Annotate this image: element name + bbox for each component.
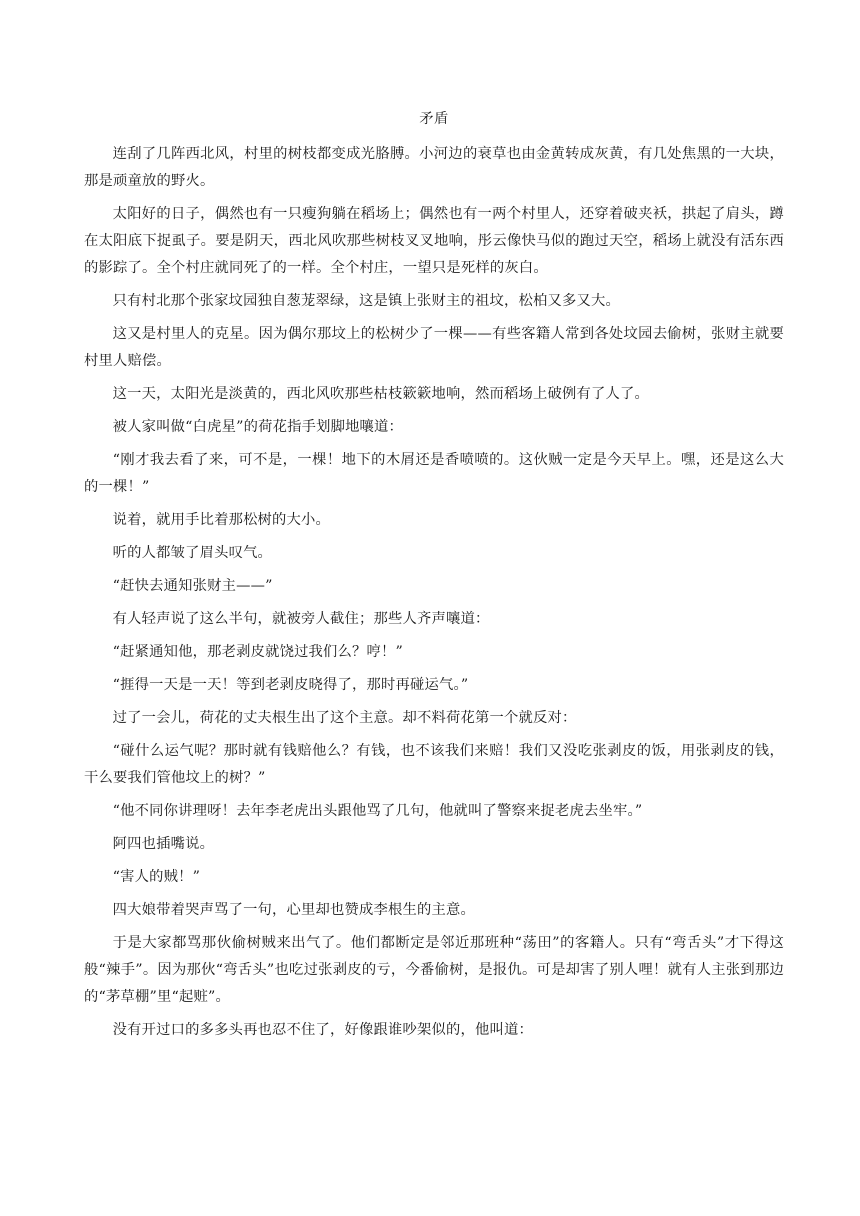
document-title: 矛盾 [419,111,449,127]
document-body [84,109,784,1050]
paragraph: “害人的贼！” [112,869,201,885]
paragraph: “赶紧通知他，那老剥皮就饶过我们么？哼！” [112,644,404,660]
paragraph: 这又是村里人的克星。因为偶尔那坟上的松树少了一棵——有些客籍人常到各处坟园去偷树，张财主就要村里人赔偿。 [84,326,784,369]
paragraph: 阿四也插嘴说。 [112,836,215,852]
paragraph: “碰什么运气呢？那时就有钱赔他么？有钱，也不该我们来赔！我们又没吃张剥皮的饭，用张剥皮的钱，干么要我们管他坟上的树？” [84,743,784,786]
paragraph: 这一天，太阳光是淡黄的，西北风吹那些枯枝簌簌地响，然而稻场上破例有了人了。 [112,386,649,402]
paragraph: 太阳好的日子，偶然也有一只瘦狗躺在稻场上；偶然也有一两个村里人，还穿着破夹袄，拱起了肩头，蹲在太阳底下捉虱子。要是阴天，西北风吹那些树枝叉叉地响，彤云像快马似的跑过天空，稻场上就没有活东西的影踪了。全个村庄就同死了的一样。全个村庄，一望只是死样的灰白。 [84,206,784,276]
paragraph: 被人家叫做“白虎星”的荷花指手划脚地嚷道： [112,419,404,435]
paragraph: 没有开过口的多多头再也忍不住了，好像跟谁吵架似的，他叫道： [112,1022,533,1038]
paragraph: “捱得一天是一天！等到老剥皮晓得了，那时再碰运气。” [112,677,469,693]
paragraph: “他不同你讲理呀！去年李老虎出头跟他骂了几句，他就叫了警察来捉老虎去坐牢。” [112,803,643,819]
paragraph: “刚才我去看了来，可不是，一棵！地下的木屑还是香喷喷的。这伙贼一定是今天早上。嘿，还是这么大的一棵！” [84,452,784,495]
paragraph: 有人轻声说了这么半句，就被旁人截住；那些人齐声嚷道： [112,611,490,627]
paragraph: 说着，就用手比着那松树的大小。 [112,512,331,528]
paragraph: “赶快去通知张财主——” [112,578,273,594]
paragraph: 过了一会儿，荷花的丈夫根生出了这个主意。却不料荷花第一个就反对： [112,710,577,726]
paragraph: 连刮了几阵西北风，村里的树枝都变成光胳膊。小河边的衰草也由金黄转成灰黄，有几处焦黑的一大块，那是顽童放的野火。 [84,146,784,189]
paragraph: 于是大家都骂那伙偷树贼来出气了。他们都断定是邻近那班种“荡田”的客籍人。只有“弯舌头”才下得这般“辣手”。因为那伙“弯舌头”也吃过张剥皮的亏，今番偷树，是报仇。可是却害了别人哩！就有人主张到那边的“茅草棚”里“起赃”。 [84,935,784,1005]
paragraph: 四大娘带着哭声骂了一句，心里却也赞成李根生的主意。 [112,902,476,918]
paragraph: 听的人都皱了眉头叹气。 [112,545,273,561]
paragraph: 只有村北那个张家坟园独自葱茏翠绿，这是镇上张财主的祖坟，松柏又多又大。 [112,293,620,309]
